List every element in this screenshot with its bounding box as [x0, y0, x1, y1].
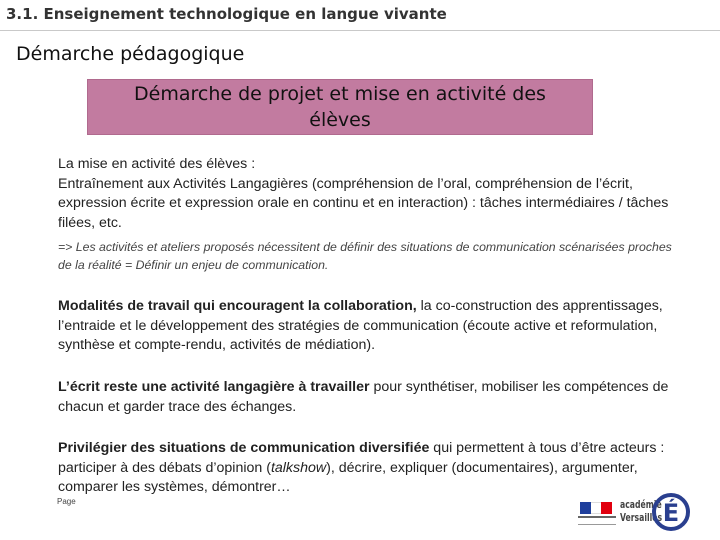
block2-paragraph — [58, 297, 678, 356]
footer-logos — [578, 484, 716, 536]
block-modalites — [58, 297, 678, 356]
section-title: 3.1. Enseignement technologique en langue vivante — [6, 5, 447, 23]
page-label: Page — [57, 497, 76, 506]
title-banner — [87, 79, 593, 135]
academie-line2: Versailles — [620, 511, 663, 524]
block1-body: Entraînement aux Activités Langagières (compréhension de l’oral, compréhension de l’écrit, expression écrite et expression orale en continu et en interaction) : tâches intermédiaires / tâches filées, etc. — [58, 175, 669, 231]
academie-e-logo-icon — [652, 486, 690, 532]
academie-line1: académie — [620, 498, 662, 511]
block3-paragraph — [58, 378, 678, 417]
block1-heading: La mise en activité des élèves : — [58, 156, 256, 172]
block3-rest: pour synthétiser, mobiliser les compétences de chacun et garder trace des échanges. — [58, 379, 669, 415]
block4-lead: Privilégier des situations de communication diversifiée — [58, 440, 430, 456]
banner-text: Démarche de projet et mise en activité des élèves — [134, 83, 546, 131]
academie-wordmark — [620, 498, 663, 524]
republique-flag-icon — [580, 502, 612, 514]
block3-lead: L’écrit reste une activité langagière à travailler — [58, 379, 370, 395]
block4-rest-b: ), décrire, expliquer (documentaires), argumenter, comparer les systèmes, démontrer… — [58, 459, 638, 495]
block2-lead: Modalités de travail qui encouragent la collaboration, — [58, 298, 417, 314]
page-subtitle: Démarche pédagogique — [16, 43, 245, 65]
block-mise-en-activite — [58, 155, 678, 274]
logo-letter: É — [662, 499, 680, 527]
block4-italic: talkshow — [270, 459, 327, 476]
block4-rest-a: qui permettent à tous d’être acteurs : participer à des débats d’opinion ( — [58, 440, 665, 476]
block-ecrit — [58, 378, 678, 417]
republique-caption-lines — [578, 516, 616, 525]
block2-rest: la co-construction des apprentissages, l’entraide et le développement des stratégies de communication (écoute active et reformulation, synthèse et compte-rendu, activités de médiation). — [58, 298, 663, 353]
header-divider — [0, 30, 720, 31]
block1-note: => Les activités et ateliers proposés nécessitent de définir des situations de communication scénarisées proches de la réalité = Définir un enjeu de communication. — [58, 240, 672, 272]
